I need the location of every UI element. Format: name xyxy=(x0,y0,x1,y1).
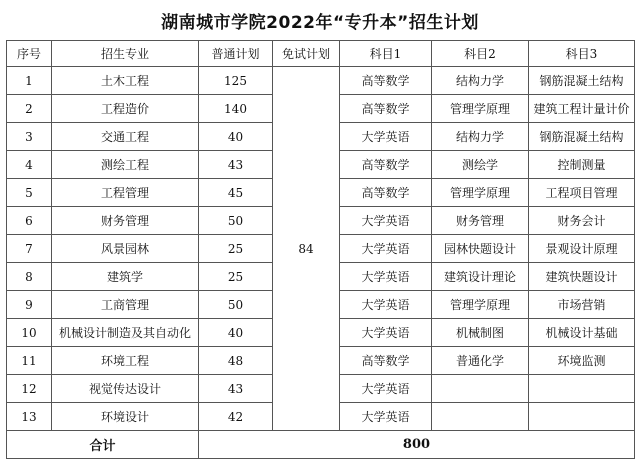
cell-seq: 3 xyxy=(7,123,52,151)
cell-regular: 50 xyxy=(199,207,273,235)
cell-seq: 8 xyxy=(7,263,52,291)
cell-subject-2: 园林快题设计 xyxy=(432,235,529,263)
cell-seq: 11 xyxy=(7,347,52,375)
cell-subject-1: 高等数学 xyxy=(340,347,432,375)
header-subject-2: 科目2 xyxy=(432,41,529,67)
cell-subject-3: 钢筋混凝土结构 xyxy=(529,67,635,95)
cell-regular: 42 xyxy=(199,403,273,431)
cell-subject-3: 市场营销 xyxy=(529,291,635,319)
cell-subject-1: 大学英语 xyxy=(340,319,432,347)
cell-major: 工商管理 xyxy=(52,291,199,319)
enrollment-plan-table xyxy=(6,40,635,459)
table-header-row xyxy=(7,41,635,67)
cell-regular: 43 xyxy=(199,151,273,179)
cell-regular: 25 xyxy=(199,263,273,291)
cell-major: 环境设计 xyxy=(52,403,199,431)
cell-major: 机械设计制造及其自动化 xyxy=(52,319,199,347)
cell-seq: 9 xyxy=(7,291,52,319)
cell-major: 风景园林 xyxy=(52,235,199,263)
cell-subject-1: 高等数学 xyxy=(340,151,432,179)
cell-major: 测绘工程 xyxy=(52,151,199,179)
cell-subject-1: 大学英语 xyxy=(340,263,432,291)
cell-regular: 48 xyxy=(199,347,273,375)
cell-seq: 4 xyxy=(7,151,52,179)
cell-regular: 25 xyxy=(199,235,273,263)
cell-subject-1: 大学英语 xyxy=(340,207,432,235)
cell-subject-2: 测绘学 xyxy=(432,151,529,179)
cell-subject-3: 建筑工程计量计价 xyxy=(529,95,635,123)
cell-seq: 1 xyxy=(7,67,52,95)
total-value: 800 xyxy=(199,431,635,459)
header-major: 招生专业 xyxy=(52,41,199,67)
cell-subject-2-obscured xyxy=(432,403,529,431)
cell-regular: 40 xyxy=(199,319,273,347)
cell-subject-2: 财务管理 xyxy=(432,207,529,235)
cell-major: 交通工程 xyxy=(52,123,199,151)
cell-subject-3: 环境监测 xyxy=(529,347,635,375)
cell-major: 财务管理 xyxy=(52,207,199,235)
cell-subject-2: 机械制图 xyxy=(432,319,529,347)
cell-seq: 6 xyxy=(7,207,52,235)
cell-major: 环境工程 xyxy=(52,347,199,375)
document-title: 湖南城市学院2022年“专升本”招生计划 xyxy=(161,12,479,33)
cell-subject-3-obscured xyxy=(529,375,635,403)
cell-subject-2: 建筑设计理论 xyxy=(432,263,529,291)
cell-subject-2: 管理学原理 xyxy=(432,291,529,319)
cell-subject-3-obscured xyxy=(529,403,635,431)
cell-subject-3: 财务会计 xyxy=(529,207,635,235)
cell-seq: 2 xyxy=(7,95,52,123)
cell-major: 工程管理 xyxy=(52,179,199,207)
cell-subject-2-obscured xyxy=(432,375,529,403)
cell-regular: 125 xyxy=(199,67,273,95)
total-label: 合计 xyxy=(7,431,199,459)
header-seq: 序号 xyxy=(7,41,52,67)
cell-major: 视觉传达设计 xyxy=(52,375,199,403)
cell-major: 工程造价 xyxy=(52,95,199,123)
cell-subject-1: 高等数学 xyxy=(340,179,432,207)
cell-regular: 140 xyxy=(199,95,273,123)
cell-exempt-total: 84 xyxy=(273,67,340,431)
cell-regular: 40 xyxy=(199,123,273,151)
cell-seq: 5 xyxy=(7,179,52,207)
cell-subject-3: 控制测量 xyxy=(529,151,635,179)
cell-subject-2: 普通化学 xyxy=(432,347,529,375)
cell-subject-2: 管理学原理 xyxy=(432,95,529,123)
cell-subject-1: 大学英语 xyxy=(340,235,432,263)
cell-seq: 13 xyxy=(7,403,52,431)
header-exempt-plan: 免试计划 xyxy=(273,41,340,67)
cell-subject-1: 高等数学 xyxy=(340,95,432,123)
cell-subject-1: 高等数学 xyxy=(340,67,432,95)
cell-subject-2: 管理学原理 xyxy=(432,179,529,207)
cell-regular: 43 xyxy=(199,375,273,403)
cell-seq: 10 xyxy=(7,319,52,347)
cell-seq: 12 xyxy=(7,375,52,403)
cell-subject-1: 大学英语 xyxy=(340,403,432,431)
cell-subject-3: 景观设计原理 xyxy=(529,235,635,263)
cell-subject-3: 工程项目管理 xyxy=(529,179,635,207)
header-subject-1: 科目1 xyxy=(340,41,432,67)
cell-subject-2: 结构力学 xyxy=(432,67,529,95)
cell-subject-3: 机械设计基础 xyxy=(529,319,635,347)
cell-seq: 7 xyxy=(7,235,52,263)
cell-major: 建筑学 xyxy=(52,263,199,291)
cell-subject-1: 大学英语 xyxy=(340,123,432,151)
cell-regular: 45 xyxy=(199,179,273,207)
cell-subject-1: 大学英语 xyxy=(340,375,432,403)
table-row xyxy=(7,67,635,95)
cell-major: 土木工程 xyxy=(52,67,199,95)
total-row xyxy=(7,431,635,459)
cell-subject-3: 建筑快题设计 xyxy=(529,263,635,291)
cell-subject-3: 钢筋混凝土结构 xyxy=(529,123,635,151)
cell-subject-2: 结构力学 xyxy=(432,123,529,151)
cell-subject-1: 大学英语 xyxy=(340,291,432,319)
header-subject-3: 科目3 xyxy=(529,41,635,67)
header-regular-plan: 普通计划 xyxy=(199,41,273,67)
cell-regular: 50 xyxy=(199,291,273,319)
